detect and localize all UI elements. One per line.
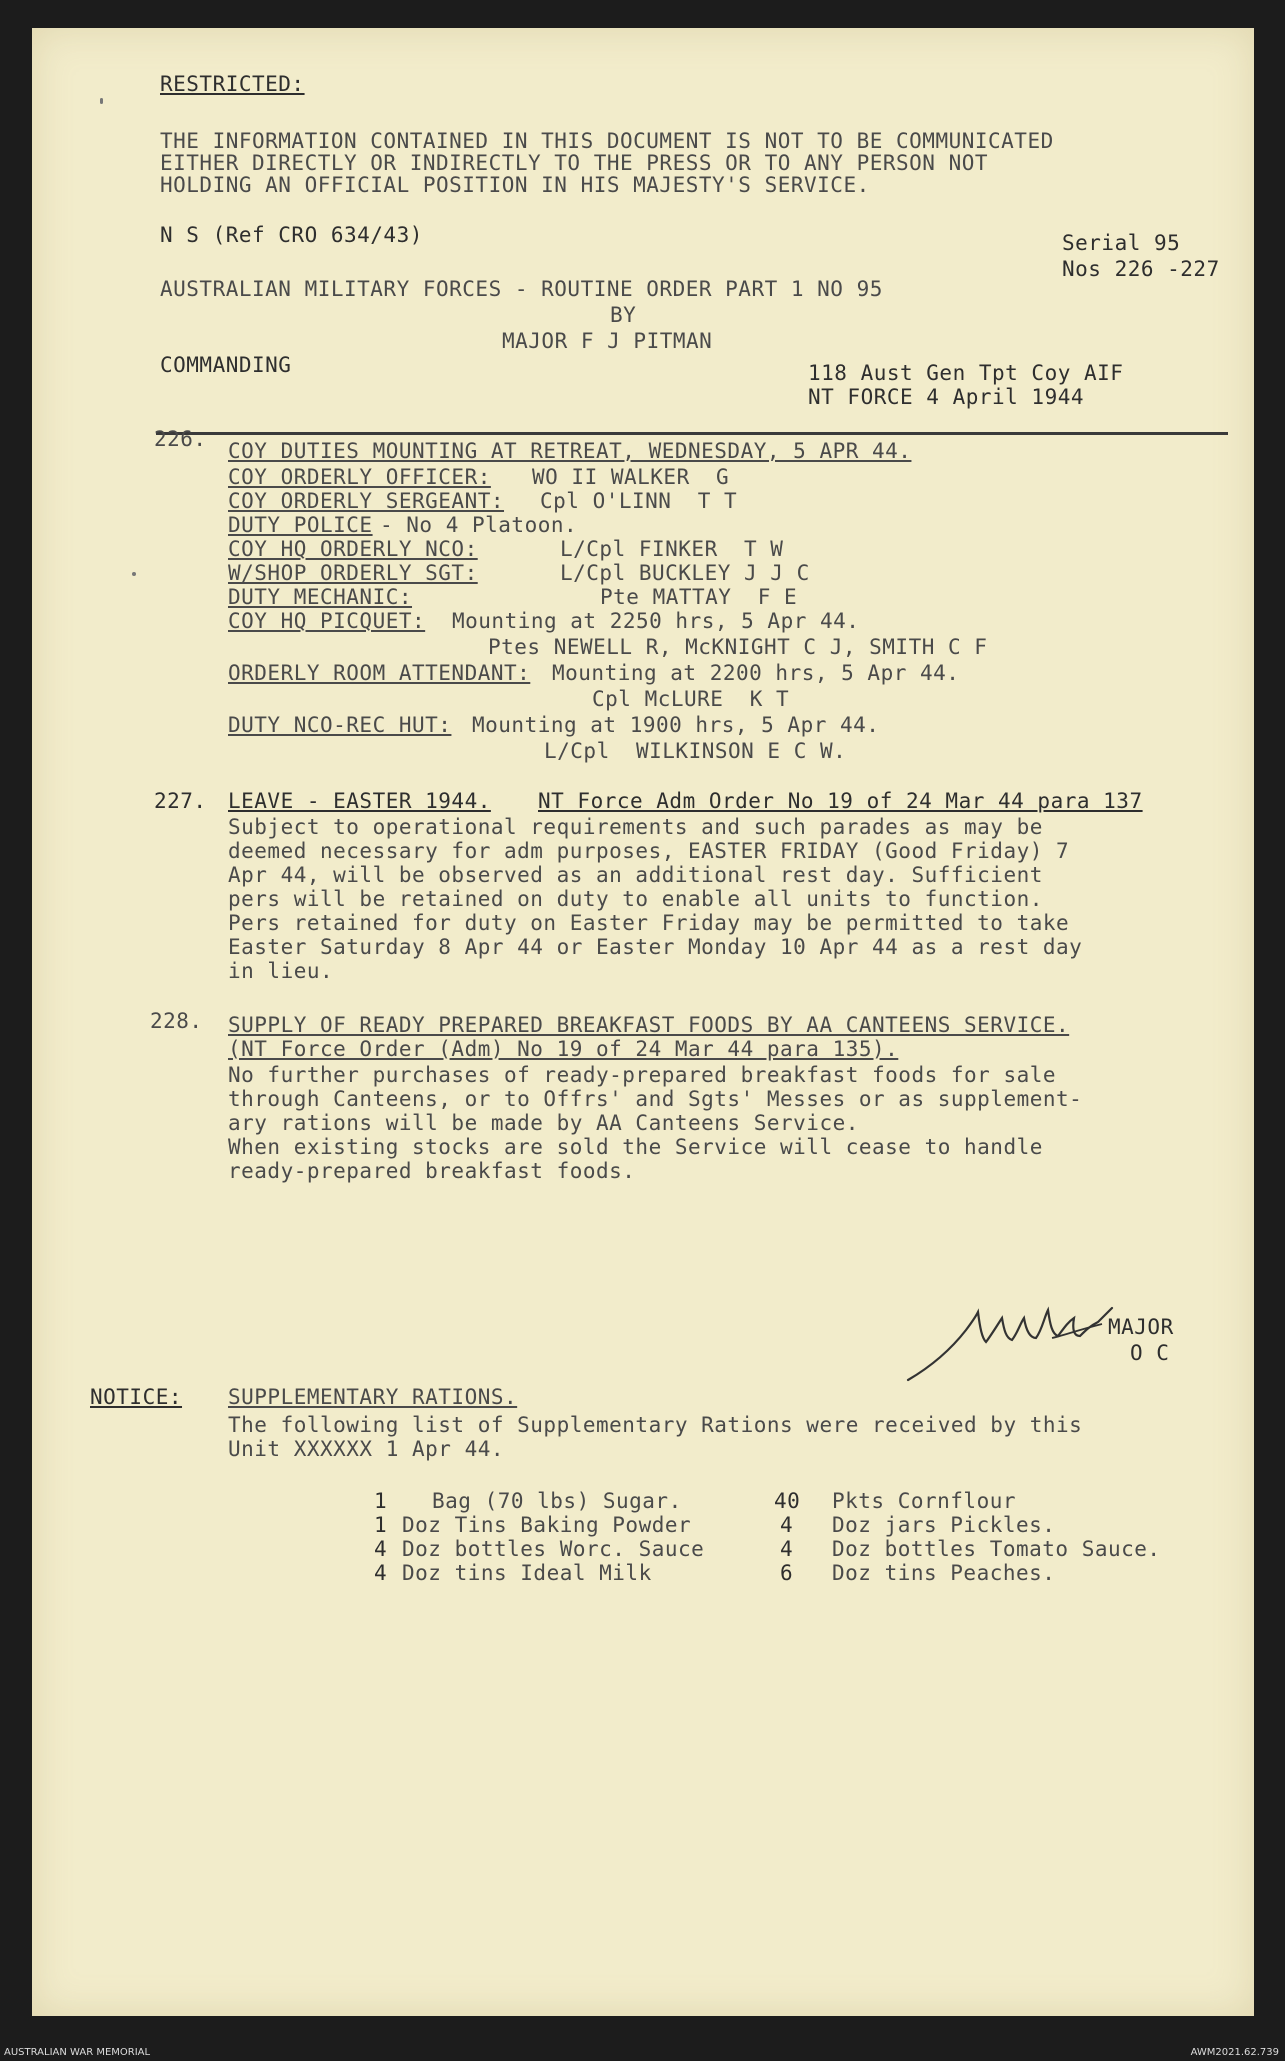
notice-label: NOTICE: [90,1385,183,1409]
ration-left-desc-1: Bag (70 lbs) Sugar. [432,1489,682,1513]
ration-right-qty-2: 4 [780,1513,794,1537]
order-227-line-4: pers will be retained on duty to enable all units to function. [228,887,1043,911]
ration-right-qty-4: 6 [780,1561,794,1585]
ration-right-desc-4: Doz tins Peaches. [832,1561,1056,1585]
order-227-reference: NT Force Adm Order No 19 of 24 Mar 44 para 137 [538,789,1143,813]
order-227-line-5: Pers retained for duty on Easter Friday may be permitted to take [228,911,1070,935]
order-226-value-9: Mounting at 2200 hrs, 5 Apr 44. [552,661,960,685]
ration-right-desc-1: Pkts Cornflour [832,1489,1017,1513]
order-226-label-7: COY HQ PICQUET: [228,609,426,633]
order-227-heading: LEAVE - EASTER 1944. [228,789,491,813]
order-226-value-2: Cpl O'LINN T T [540,489,738,513]
order-227-line-3: Apr 44, will be observed as an additional rest day. Sufficient [228,863,1043,887]
order-227-line-1: Subject to operational requirements and such parades as may be [228,815,1043,839]
ration-right-qty-3: 4 [780,1537,794,1561]
order-227-line-7: in lieu. [228,959,334,983]
order-226-label-3: DUTY POLICE [228,513,373,537]
ration-right-qty-1: 40 [774,1489,801,1513]
order-228-line-5: ready-prepared breakfast foods. [228,1159,636,1183]
order-228-line-2: through Canteens, or to Offrs' and Sgts' Messes or as supplement- [228,1087,1083,1111]
order-226-label-5: W/SHOP ORDERLY SGT: [228,561,478,585]
signature-role: O C [1130,1341,1170,1365]
serial-number: Serial 95 [1062,231,1181,255]
order-226-label-9: ORDERLY ROOM ATTENDANT: [228,661,531,685]
by-label: BY [610,303,637,327]
order-226-value-11: Mounting at 1900 hrs, 5 Apr 44. [472,713,880,737]
order-226-label-4: COY HQ ORDERLY NCO: [228,537,478,561]
order-226-number: 226. [154,427,207,451]
order-226-value-10: Cpl McLURE K T [592,687,790,711]
order-226-heading: COY DUTIES MOUNTING AT RETREAT, WEDNESDAY, 5 APR 44. [228,439,912,463]
commanding-label: COMMANDING [160,353,292,377]
order-228-line-3: ary rations will be made by AA Canteens Service. [228,1111,859,1135]
order-226-value-7: Mounting at 2250 hrs, 5 Apr 44. [452,609,860,633]
order-228-heading: SUPPLY OF READY PREPARED BREAKFAST FOODS BY AA CANTEENS SERVICE. [228,1013,1070,1037]
order-numbers: Nos 226 -227 [1062,257,1220,281]
order-226-value-5: L/Cpl BUCKLEY J J C [560,561,810,585]
handwritten-signature [902,1278,1142,1388]
unit-name: 118 Aust Gen Tpt Coy AIF [808,361,1124,385]
order-226-label-11: DUTY NCO-REC HUT: [228,713,452,737]
ration-right-desc-2: Doz jars Pickles. [832,1513,1056,1537]
order-226-value-12: L/Cpl WILKINSON E C W. [544,739,847,763]
order-227-line-6: Easter Saturday 8 Apr 44 or Easter Monday 10 Apr 44 as a rest day [228,935,1083,959]
ration-left-desc-2: Doz Tins Baking Powder [402,1513,692,1537]
ration-left-qty-4: 4 [374,1561,388,1585]
warning-line-1: THE INFORMATION CONTAINED IN THIS DOCUMENT IS NOT TO BE COMMUNICATED [160,129,1054,153]
paper-speck [100,98,103,104]
reference: N S (Ref CRO 634/43) [160,223,423,247]
paper-speck [132,572,136,576]
ration-right-desc-3: Doz bottles Tomato Sauce. [832,1537,1161,1561]
order-226-value-3: - No 4 Platoon. [380,513,578,537]
order-228-reference: (NT Force Order (Adm) No 19 of 24 Mar 44 para 135). [228,1037,899,1061]
restricted-label: RESTRICTED: [160,72,305,96]
document-page [32,28,1254,2016]
order-227-line-2: deemed necessary for adm purposes, EASTER FRIDAY (Good Friday) 7 [228,839,1070,863]
order-226-label-1: COY ORDERLY OFFICER: [228,465,491,489]
order-226-label-2: COY ORDERLY SERGEANT: [228,489,505,513]
warning-line-3: HOLDING AN OFFICIAL POSITION IN HIS MAJESTY'S SERVICE. [160,173,870,197]
officer-name: MAJOR F J PITMAN [502,329,713,353]
order-226-value-4: L/Cpl FINKER T W [560,537,784,561]
order-228-line-1: No further purchases of ready-prepared breakfast foods for sale [228,1063,1057,1087]
order-226-value-8: Ptes NEWELL R, McKNIGHT C J, SMITH C F [488,635,988,659]
notice-intro-1: The following list of Supplementary Rations were received by this [228,1413,1083,1437]
header-rule [156,432,1228,435]
notice-heading: SUPPLEMENTARY RATIONS. [228,1385,518,1409]
ration-left-desc-3: Doz bottles Worc. Sauce [402,1537,705,1561]
ration-left-qty-1: 1 [374,1489,388,1513]
warning-line-2: EITHER DIRECTLY OR INDIRECTLY TO THE PRESS OR TO ANY PERSON NOT [160,151,989,175]
order-226-value-6: Pte MATTAY F E [600,585,798,609]
force-date: NT FORCE 4 April 1944 [808,385,1085,409]
notice-intro-2: Unit XXXXXX 1 Apr 44. [228,1437,505,1461]
ration-left-qty-3: 4 [374,1537,388,1561]
order-228-line-4: When existing stocks are sold the Service will cease to handle [228,1135,1043,1159]
ration-left-qty-2: 1 [374,1513,388,1537]
footer-credit: AUSTRALIAN WAR MEMORIAL [4,2047,151,2058]
order-226-label-6: DUTY MECHANIC: [228,585,413,609]
ration-left-desc-4: Doz tins Ideal Milk [402,1561,652,1585]
order-226-value-1: WO II WALKER G [532,465,730,489]
document-title: AUSTRALIAN MILITARY FORCES - ROUTINE ORDER PART 1 NO 95 [160,277,883,301]
footer-accession: AWM2021.62.739 [1190,2047,1279,2058]
signature-rank: MAJOR [1108,1315,1174,1339]
order-228-number: 228. [150,1009,203,1033]
order-227-number: 227. [154,789,207,813]
